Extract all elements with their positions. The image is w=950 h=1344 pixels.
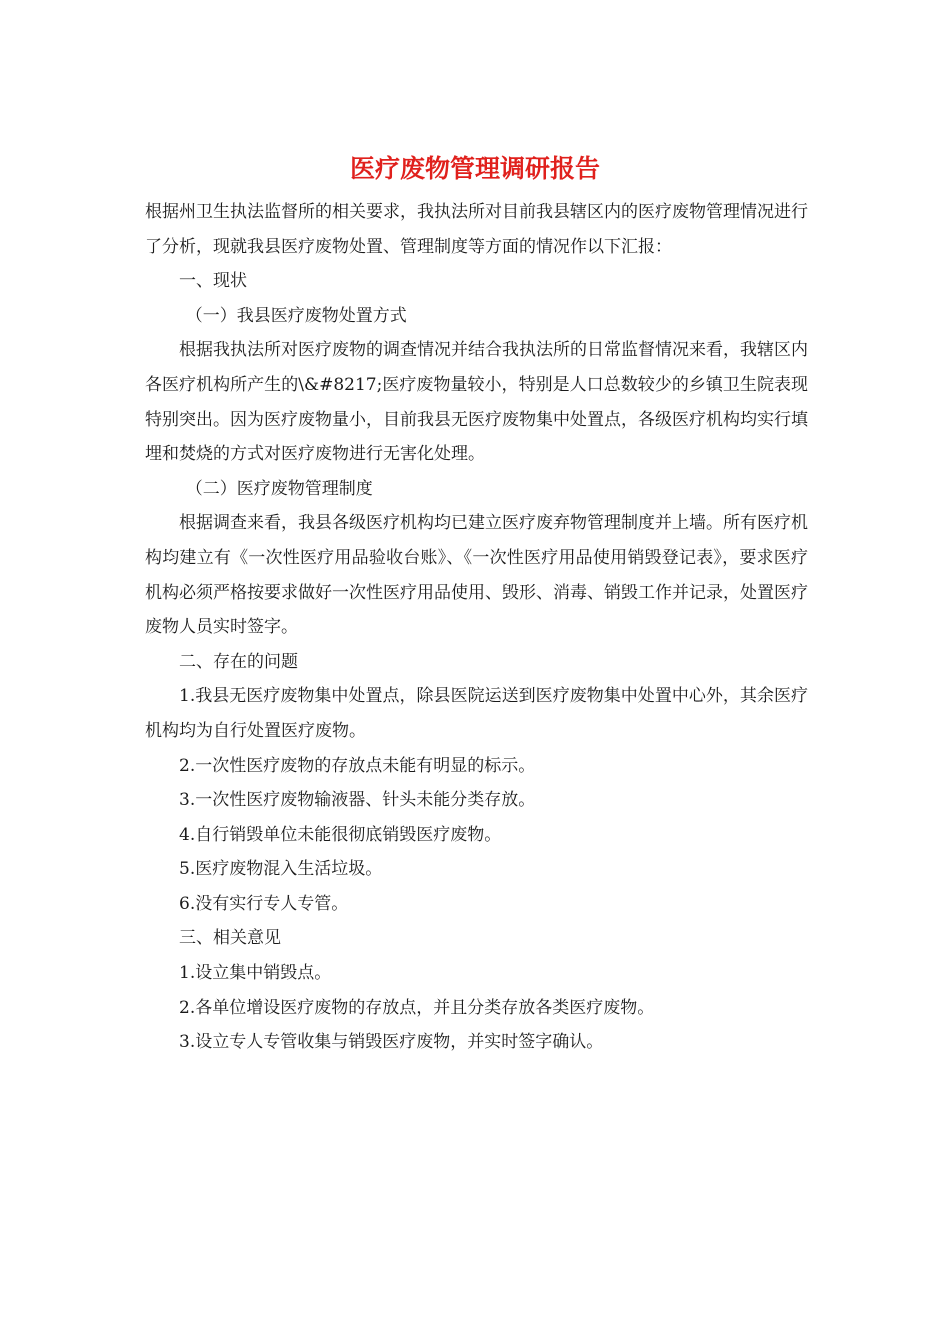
subsection-heading-disposal-method: （一）我县医疗废物处置方式 (185, 305, 407, 326)
paragraph-management-system: 根据调查来看，我县各级医疗机构均已建立医疗废弃物管理制度并上墙。所有医疗机构均建立有《一次性医疗用品验收台账》、《一次性医疗用品使用销毁登记表》，要求医疗机构必须严格按要求做好一次性医疗用品使用、毁形、消毒、销毁工作并记录，处置医疗废物人员实时签字。 (145, 513, 808, 638)
document-title: 医疗废物管理调研报告 (349, 154, 600, 183)
subsection-heading-management-system: （二）医疗废物管理制度 (185, 478, 373, 499)
problem-item: 1.我县无医疗废物集中处置点，除县医院运送到医疗废物集中处置中心外，其余医疗机构均为自行处置医疗废物。 (145, 686, 808, 741)
suggestion-item: 2.各单位增设医疗废物的存放点，并且分类存放各类医疗废物。 (179, 997, 655, 1018)
problem-item: 4.自行销毁单位未能很彻底销毁医疗废物。 (179, 824, 502, 845)
paragraph-disposal-method: 根据我执法所对医疗废物的调查情况并结合我执法所的日常监督情况来看，我辖区内各医疗机构所产生的\&#8217;医疗废物量较小，特别是人口总数较少的乡镇卫生院表现特别突出。因为医疗废物量小，目前我县无医疗废物集中处置点，各级医疗机构均实行填埋和焚烧的方式对医疗废物进行无害化处理。 (145, 340, 808, 465)
intro-paragraph: 根据州卫生执法监督所的相关要求，我执法所对目前我县辖区内的医疗废物管理情况进行了分析，现就我县医疗废物处置、管理制度等方面的情况作以下汇报： (145, 202, 808, 257)
problem-item: 3.一次性医疗废物输液器、针头未能分类存放。 (179, 790, 536, 811)
problem-item: 2.一次性医疗废物的存放点未能有明显的标示。 (179, 755, 536, 776)
problem-item: 6.没有实行专人专管。 (179, 893, 349, 914)
document-body (145, 195, 808, 1060)
section-heading-problems: 二、存在的问题 (179, 651, 298, 672)
suggestion-item: 3.设立专人专管收集与销毁医疗废物，并实时签字确认。 (179, 1032, 604, 1053)
problem-item: 5.医疗废物混入生活垃圾。 (179, 859, 383, 880)
suggestion-item: 1.设立集中销毁点。 (179, 963, 332, 984)
section-heading-suggestions: 三、相关意见 (179, 928, 281, 949)
section-heading-status: 一、现状 (179, 271, 247, 292)
